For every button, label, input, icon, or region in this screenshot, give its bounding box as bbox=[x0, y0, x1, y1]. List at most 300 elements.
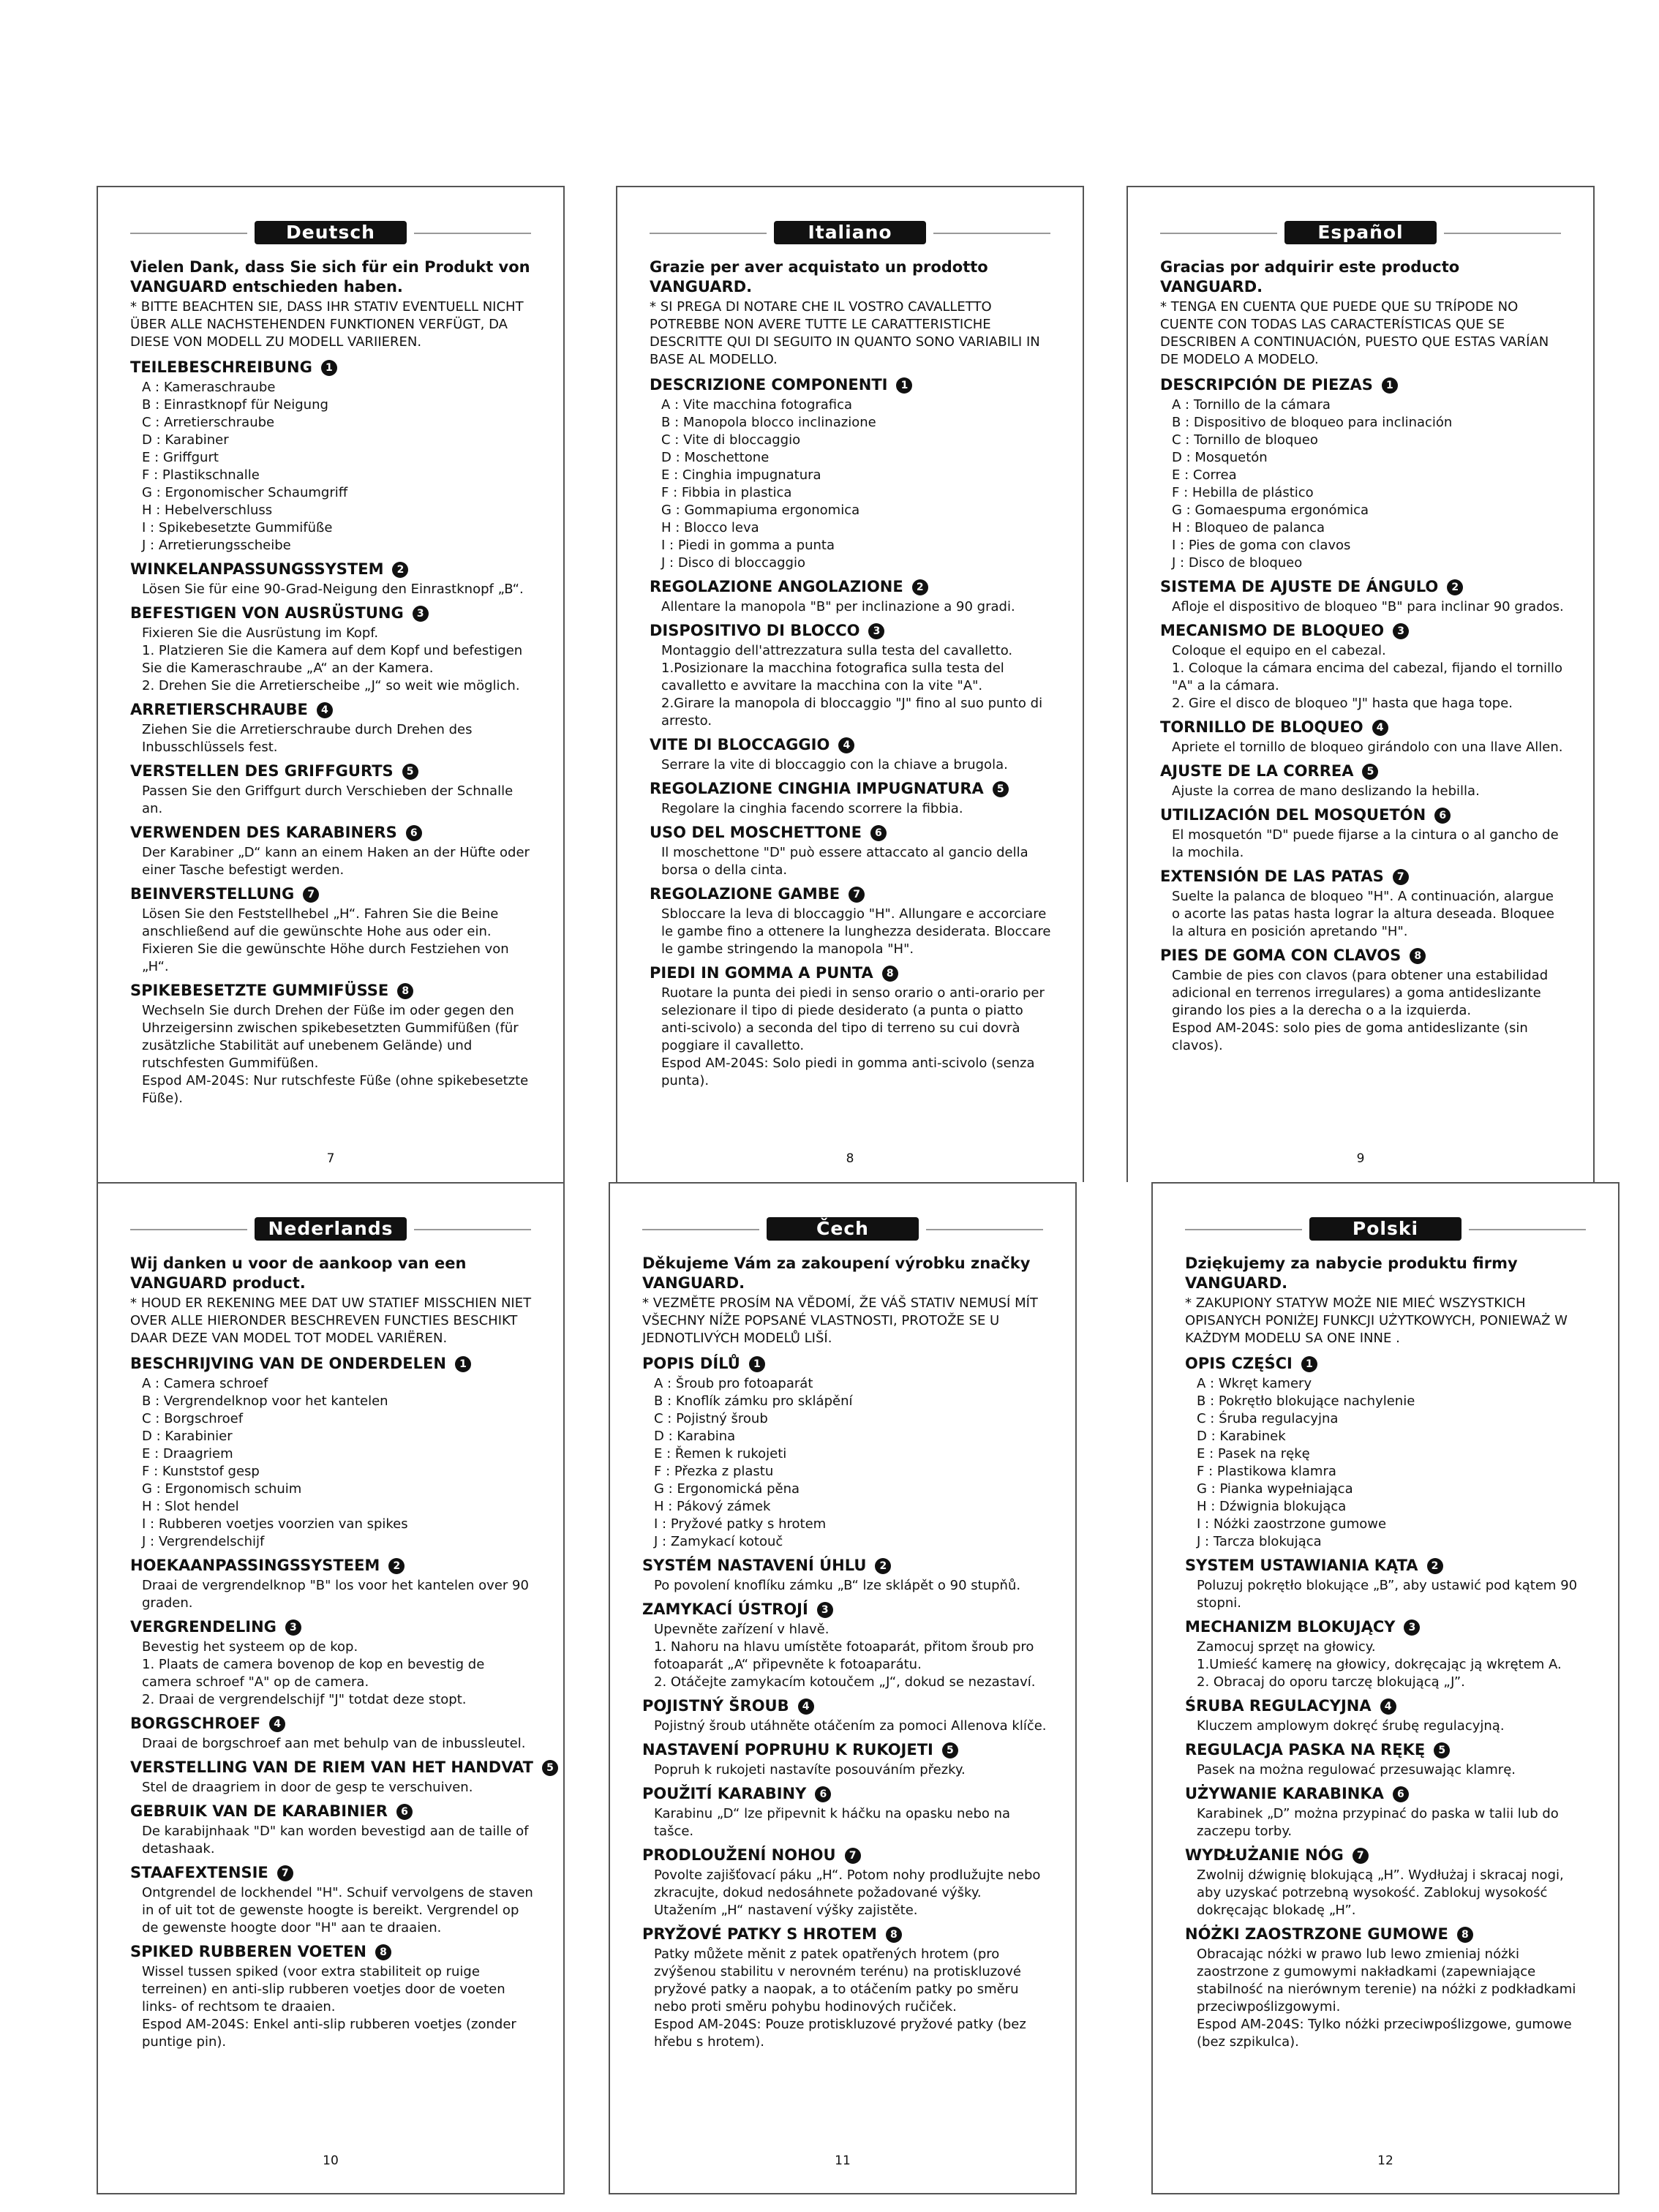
section-heading bbox=[1185, 1696, 1590, 1716]
section-body-line: 1. Nahoru na hlavu umístěte fotoaparát, přitom šroub pro fotoaparát „A“ připevněte k fotoaparátu. bbox=[654, 1639, 1034, 1672]
section-body bbox=[642, 1946, 1047, 2051]
section-body-line: Espod AM-204S: solo pies de goma antideslizante (sin clavos). bbox=[1172, 1020, 1528, 1053]
step-number-badge: 1 bbox=[455, 1356, 471, 1372]
section-body-line: 1. Coloque la cámara encima del cabezal, fijando el tornillo "A" a la cámara. bbox=[1172, 661, 1563, 693]
manual-page-1 bbox=[97, 186, 565, 1182]
section-heading bbox=[650, 963, 1055, 983]
section-body-line: Wechseln Sie durch Drehen der Füße im oder gegen den Uhrzeigersinn zwischen spikebesetzten Gummifüßen (für zusätzliche Stabilität auf unebenem Gelände) und rutschfesten Gummifüßen. bbox=[142, 1003, 519, 1071]
parts-list-item: I : Nóżki zaostrzone gumowe bbox=[1197, 1516, 1387, 1532]
section-heading bbox=[642, 1599, 1047, 1620]
section-body-line: Pojistný šroub utáhněte otáčením za pomoci Allenova klíče. bbox=[654, 1718, 1047, 1734]
section-heading bbox=[650, 734, 1055, 755]
step-number-badge: 4 bbox=[1372, 720, 1388, 736]
section-title: AJUSTE DE LA CORREA bbox=[1160, 762, 1354, 780]
parts-list-item: G : Ergonomischer Schaumgriff bbox=[142, 485, 348, 500]
section-title: HOEKAANPASSINGSSYSTEEM bbox=[130, 1557, 380, 1574]
header-rule-right bbox=[1444, 233, 1561, 234]
page-content bbox=[650, 257, 1055, 1094]
section-body bbox=[1160, 739, 1565, 756]
thank-you-text: Wij danken u voor de aankoop van een VANGUARD product. bbox=[130, 1254, 467, 1292]
section-body bbox=[1185, 1639, 1590, 1691]
section-heading bbox=[130, 822, 535, 843]
section-body bbox=[650, 642, 1055, 730]
section-body-line: Regolare la cinghia facendo scorrere la fibbia. bbox=[661, 801, 963, 816]
section-body bbox=[130, 581, 535, 598]
section-body-line: Espod AM-204S: Tylko nóżki przeciwpoślizgowe, gumowe (bez szpikulca). bbox=[1197, 2017, 1572, 2050]
section-title: REGOLAZIONE ANGOLAZIONE bbox=[650, 578, 903, 595]
section-body-line: Patky můžete měnit z patek opatřených hrotem (pro zvýšenou stabilitu v nerovném terénu) na protiskluzové pryžové patky a naopak, a to otáčením patky po směru nebo proti směru pohybu hodinových ručiček. bbox=[654, 1946, 1021, 2014]
parts-heading bbox=[642, 1353, 1047, 1374]
section-title: WYDŁUŻANIE NÓG bbox=[1185, 1846, 1344, 1864]
step-number-badge: 1 bbox=[749, 1356, 765, 1372]
section-body bbox=[130, 1779, 535, 1797]
parts-list-item: E : Draagriem bbox=[142, 1446, 233, 1462]
step-number-badge: 1 bbox=[321, 360, 337, 376]
model-note: * BITTE BEACHTEN SIE, DASS IHR STATIV EVENTUELL NICHT ÜBER ALLE NACHSTEHENDEN FUNKTIONEN VERFÜGT, DA DIESE VON MODELL ZU MODELL VARIIEREN. bbox=[130, 299, 524, 350]
section-body-line: 1. Plaats de camera bovenop de kop en bevestig de camera schroef "A" op de camera. bbox=[142, 1657, 485, 1690]
section-body bbox=[130, 1963, 535, 2051]
header-rule-left bbox=[642, 1229, 759, 1230]
step-number-badge: 7 bbox=[849, 887, 865, 903]
parts-list-item: J : Disco de bloqueo bbox=[1172, 555, 1303, 571]
step-number-badge: 2 bbox=[1427, 1558, 1443, 1574]
section-title: PIEDI IN GOMMA A PUNTA bbox=[650, 964, 873, 982]
section-body bbox=[642, 1805, 1047, 1840]
section-body-line: Popruh k rukojeti nastavíte posouváním přezky. bbox=[654, 1762, 966, 1778]
parts-list-item: B : Pokrętło blokujące nachylenie bbox=[1197, 1393, 1415, 1409]
manual-page-4 bbox=[97, 1182, 565, 2194]
step-number-badge: 8 bbox=[375, 1944, 391, 1960]
section-body-line: Montaggio dell'attrezzatura sulla testa del cavalletto. bbox=[661, 643, 1013, 658]
section-body-line: Ajuste la correa de mano deslizando la hebilla. bbox=[1172, 783, 1480, 799]
step-number-badge: 2 bbox=[912, 579, 928, 595]
section-body bbox=[650, 906, 1055, 958]
step-number-badge: 8 bbox=[1457, 1927, 1473, 1943]
section-title: BORGSCHROEF bbox=[130, 1715, 261, 1732]
section-heading bbox=[1160, 717, 1565, 737]
parts-list-item: A : Wkręt kamery bbox=[1197, 1376, 1312, 1391]
section-heading bbox=[130, 699, 535, 720]
parts-list-item: G : Pianka wypełniająca bbox=[1197, 1481, 1353, 1497]
section-body-line: El mosquetón "D" puede fijarse a la cintura o al gancho de la mochila. bbox=[1172, 827, 1559, 860]
step-number-badge: 8 bbox=[886, 1927, 902, 1943]
section-heading bbox=[642, 1924, 1047, 1944]
section-heading bbox=[130, 1617, 535, 1637]
step-number-badge: 2 bbox=[392, 562, 408, 578]
section-heading bbox=[130, 761, 535, 781]
step-number-badge: 7 bbox=[1393, 869, 1409, 885]
section-body-line: Obracając nóżki w prawo lub lewo zmieniaj nóżki zaostrzone z gumowymi nakładkami (zapewniające stabilność na nierównym terenie) na nóżki z podkładkami przeciwpoślizgowymi. bbox=[1197, 1946, 1576, 2014]
section-body-line: Upevněte zařízení v hlavě. bbox=[654, 1622, 830, 1637]
section-body-line: Apriete el tornillo de bloqueo girándolo con una llave Allen. bbox=[1172, 740, 1563, 755]
section-heading bbox=[642, 1555, 1047, 1576]
section-body bbox=[130, 783, 535, 818]
section-heading bbox=[1160, 945, 1565, 966]
header-rule-right bbox=[933, 233, 1050, 234]
section-body bbox=[130, 721, 535, 756]
section-title: VERWENDEN DES KARABINERS bbox=[130, 824, 397, 841]
section-body bbox=[650, 800, 1055, 818]
section-heading bbox=[1185, 1845, 1590, 1865]
section-heading bbox=[650, 822, 1055, 843]
section-body-line: Passen Sie den Griffgurt durch Verschieben der Schnalle an. bbox=[142, 783, 514, 816]
section-title: DISPOSITIVO DI BLOCCO bbox=[650, 622, 860, 639]
section-title: VERSTELLING VAN DE RIEM VAN HET HANDVAT bbox=[130, 1758, 533, 1776]
page-number: 12 bbox=[1377, 2153, 1393, 2168]
parts-list-item: J : Arretierungsscheibe bbox=[142, 538, 291, 553]
parts-list bbox=[1185, 1375, 1590, 1551]
section-heading bbox=[130, 559, 535, 579]
parts-list-item: G : Ergonomisch schuim bbox=[142, 1481, 302, 1497]
step-number-badge: 6 bbox=[870, 825, 887, 841]
section-body bbox=[1185, 1577, 1590, 1612]
parts-list-item: F : Hebilla de plástico bbox=[1172, 485, 1314, 500]
parts-list-item: H : Dźwignia blokująca bbox=[1197, 1499, 1347, 1514]
section-title: VITE DI BLOCCAGGIO bbox=[650, 736, 830, 753]
section-body bbox=[650, 985, 1055, 1090]
section-body-line: 1.Posizionare la macchina fotografica sulla testa del cavalletto e avvitare la macchina con la vite "A". bbox=[661, 661, 1004, 693]
section-heading bbox=[1160, 866, 1565, 887]
section-body-line: Zwolnij dźwignię blokującą „H”. Wydłużaj i skracaj nogi, aby uzyskać potrzebną wysokość. Zablokuj wysokość dokręcając blokadę „H”. bbox=[1197, 1867, 1564, 1918]
section-title: NASTAVENÍ POPRUHU K RUKOJETI bbox=[642, 1741, 933, 1758]
section-body-line: Draai de vergrendelknop "B" los voor het kantelen over 90 graden. bbox=[142, 1578, 529, 1611]
parts-list-item: I : Spikebesetzte Gummifüße bbox=[142, 520, 333, 535]
step-number-badge: 4 bbox=[798, 1698, 814, 1715]
section-title: BEINVERSTELLUNG bbox=[130, 885, 295, 903]
model-note: * HOUD ER REKENING MEE DAT UW STATIEF MISSCHIEN NIET OVER ALLE HIERONDER BESCHREVEN FUNCTIES BESCHIKT DAAR DEZE VAN MODEL TOT MODEL VARIËREN. bbox=[130, 1295, 532, 1346]
step-number-badge: 8 bbox=[882, 966, 898, 982]
section-title: VERGRENDELING bbox=[130, 1618, 276, 1636]
section-heading bbox=[130, 603, 535, 623]
parts-list-item: F : Fibbia in plastica bbox=[661, 485, 792, 500]
section-body-line: Poluzuj pokrętło blokujące „B”, aby ustawić pod kątem 90 stopni. bbox=[1197, 1578, 1578, 1611]
parts-list-item: F : Kunststof gesp bbox=[142, 1464, 260, 1479]
header-rule-right bbox=[1469, 1229, 1586, 1230]
step-number-badge: 2 bbox=[875, 1558, 891, 1574]
section-title: MECANISMO DE BLOQUEO bbox=[1160, 622, 1385, 639]
language-header bbox=[98, 1217, 563, 1242]
section-body bbox=[130, 844, 535, 879]
model-note: * VEZMĚTE PROSÍM NA VĚDOMÍ, ŽE VÁŠ STATIV NEMUSÍ MÍT VŠECHNY NÍŽE POPSANÉ VLASTNOSTI, PROTOŽE SE U JEDNOTLIVÝCH MODELŮ LIŠÍ. bbox=[642, 1295, 1038, 1346]
step-number-badge: 6 bbox=[815, 1786, 831, 1802]
parts-list-item: H : Bloqueo de palanca bbox=[1172, 520, 1325, 535]
section-body bbox=[1160, 888, 1565, 941]
parts-list-item: E : Griffgurt bbox=[142, 450, 219, 465]
section-body-line: Stel de draagriem in door de gesp te verschuiven. bbox=[142, 1780, 473, 1795]
section-title: PRODLOUŽENÍ NOHOU bbox=[642, 1846, 836, 1864]
parts-list-item: B : Einrastknopf für Neigung bbox=[142, 397, 328, 413]
parts-list-item: A : Tornillo de la cámara bbox=[1172, 397, 1331, 413]
section-body bbox=[642, 1577, 1047, 1595]
section-title: POJISTNÝ ŠROUB bbox=[642, 1697, 789, 1715]
section-body-line: Zamocuj sprzęt na głowicy. bbox=[1197, 1639, 1376, 1655]
page-content bbox=[130, 1254, 554, 2055]
section-body-line: Karabinek „D” można przypinać do paska w talii lub do zaczepu torby. bbox=[1197, 1806, 1559, 1839]
section-body-line: Karabinu „D“ lze připevnit k háčku na opasku nebo na tašce. bbox=[654, 1806, 1011, 1839]
section-body-line: Cambie de pies con clavos (para obtener una estabilidad adicional en terrenos irregulares) a goma antideslizante girando los pies a la derecha o a la izquierda. bbox=[1172, 968, 1549, 1018]
step-number-badge: 3 bbox=[817, 1602, 833, 1618]
manual-page-3 bbox=[1126, 186, 1595, 1182]
step-number-badge: 7 bbox=[845, 1848, 861, 1864]
section-body bbox=[1160, 642, 1565, 712]
step-number-badge: 3 bbox=[868, 623, 884, 639]
section-body-line: Fixieren Sie die Ausrüstung im Kopf. bbox=[142, 625, 379, 641]
section-body-line: De karabijnhaak "D" kan worden bevestigd aan de taille of detashaak. bbox=[142, 1824, 529, 1856]
parts-heading-title: BESCHRIJVING VAN DE ONDERDELEN bbox=[130, 1355, 446, 1372]
section-title: SYSTEM USTAWIANIA KĄTA bbox=[1185, 1557, 1418, 1574]
step-number-badge: 3 bbox=[285, 1620, 301, 1636]
section-body bbox=[130, 1577, 535, 1612]
step-number-badge: 6 bbox=[396, 1804, 413, 1820]
parts-list-item: J : Tarcza blokująca bbox=[1197, 1534, 1322, 1549]
section-title: ŚRUBA REGULACYJNA bbox=[1185, 1697, 1372, 1715]
page-number: 8 bbox=[846, 1151, 854, 1166]
step-number-badge: 6 bbox=[406, 825, 422, 841]
header-rule-left bbox=[130, 1229, 247, 1230]
section-heading bbox=[130, 1862, 535, 1883]
parts-list-item: C : Pojistný šroub bbox=[654, 1411, 768, 1426]
section-body-line: 2. Otáčejte zamykacím kotoučem „J“, dokud se nezastaví. bbox=[654, 1674, 1036, 1690]
section-title: STAAFEXTENSIE bbox=[130, 1864, 268, 1881]
step-number-badge: 2 bbox=[388, 1558, 405, 1574]
parts-list-item: C : Borgschroef bbox=[142, 1411, 244, 1426]
section-body-line: Suelte la palanca de bloqueo "H". A continuación, alargue o acorte las patas hasta lograr la altura deseada. Bloquee la altura en posición apretando "H". bbox=[1172, 889, 1554, 939]
parts-list-item: I : Piedi in gomma a punta bbox=[661, 538, 835, 553]
parts-list-item: H : Pákový zámek bbox=[654, 1499, 771, 1514]
parts-list-item: E : Cinghia impugnatura bbox=[661, 467, 821, 483]
section-title: REGOLAZIONE CINGHIA IMPUGNATURA bbox=[650, 780, 984, 797]
section-body-line: Ruotare la punta dei piedi in senso orario o anti-orario per selezionare il tipo di piede desiderato (a punta o piatto anti-scivolo) a seconda del tipo di terreno su cui dovrà poggiare il cavalletto. bbox=[661, 985, 1045, 1053]
section-body bbox=[642, 1867, 1047, 1919]
parts-heading bbox=[1185, 1353, 1590, 1374]
section-body-line: Allentare la manopola "B" per inclinazione a 90 gradi. bbox=[661, 599, 1015, 614]
parts-list-item: D : Karabiner bbox=[142, 432, 229, 448]
section-body-line: Serrare la vite di bloccaggio con la chiave a brugola. bbox=[661, 757, 1008, 772]
parts-list bbox=[1160, 396, 1565, 572]
section-title: SISTEMA DE AJUSTE DE ÁNGULO bbox=[1160, 578, 1439, 595]
section-body bbox=[650, 844, 1055, 879]
parts-list-item: H : Hebelverschluss bbox=[142, 503, 273, 518]
thank-you-text: Děkujeme Vám za zakoupení výrobku značky VANGUARD. bbox=[642, 1254, 1031, 1292]
section-body-line: Wissel tussen spiked (voor extra stabiliteit op ruige terreinen) en anti-slip rubberen voetjes door de voeten links- of rechtsom te draaien. bbox=[142, 1964, 505, 2014]
section-heading bbox=[1185, 1555, 1590, 1576]
step-number-badge: 4 bbox=[838, 737, 854, 753]
step-number-badge: 8 bbox=[397, 983, 413, 999]
section-title: POUŽITÍ KARABINY bbox=[642, 1785, 807, 1802]
parts-list-item: F : Přezka z plastu bbox=[654, 1464, 774, 1479]
section-heading bbox=[130, 1801, 535, 1821]
section-heading bbox=[1160, 620, 1565, 641]
section-heading bbox=[650, 884, 1055, 904]
parts-list-item: D : Karabinier bbox=[142, 1429, 233, 1444]
section-title: SPIKEBESETZTE GUMMIFÜSSE bbox=[130, 982, 389, 999]
section-title: PIES DE GOMA CON CLAVOS bbox=[1160, 947, 1402, 964]
parts-list-item: J : Disco di bloccaggio bbox=[661, 555, 805, 571]
section-body-line: Afloje el dispositivo de bloqueo "B" para inclinar 90 grados. bbox=[1172, 599, 1564, 614]
section-title: SPIKED RUBBEREN VOETEN bbox=[130, 1943, 366, 1960]
header-rule-left bbox=[1185, 1229, 1302, 1230]
header-rule-left bbox=[1160, 233, 1277, 234]
section-heading bbox=[130, 1555, 535, 1576]
parts-list bbox=[130, 1375, 535, 1551]
parts-list bbox=[650, 396, 1055, 572]
step-number-badge: 5 bbox=[402, 764, 418, 780]
parts-list-item: F : Plastikschnalle bbox=[142, 467, 260, 483]
section-heading bbox=[1160, 761, 1565, 781]
section-body bbox=[642, 1761, 1047, 1779]
parts-list-item: F : Plastikowa klamra bbox=[1197, 1464, 1336, 1479]
section-title: SYSTÉM NASTAVENÍ ÚHLU bbox=[642, 1557, 867, 1574]
section-heading bbox=[130, 980, 535, 1001]
section-heading bbox=[650, 778, 1055, 799]
parts-list-item: E : Řemen k rukojeti bbox=[654, 1446, 787, 1462]
section-body bbox=[642, 1621, 1047, 1691]
section-body bbox=[1185, 1867, 1590, 1919]
section-title: GEBRUIK VAN DE KARABINIER bbox=[130, 1802, 388, 1820]
step-number-badge: 5 bbox=[942, 1742, 958, 1758]
step-number-badge: 7 bbox=[277, 1865, 293, 1881]
step-number-badge: 1 bbox=[1382, 377, 1398, 394]
parts-list-item: A : Vite macchina fotografica bbox=[661, 397, 853, 413]
parts-list-item: J : Vergrendelschijf bbox=[142, 1534, 265, 1549]
section-body bbox=[650, 598, 1055, 616]
section-title: EXTENSIÓN DE LAS PATAS bbox=[1160, 868, 1384, 885]
parts-heading bbox=[1160, 375, 1565, 395]
section-body-line: 2. Draai de vergrendelschijf "J" totdat deze stopt. bbox=[142, 1692, 467, 1707]
language-header bbox=[610, 1217, 1075, 1242]
section-body bbox=[1160, 827, 1565, 862]
thank-you-text: Grazie per aver acquistato un prodotto VANGUARD. bbox=[650, 258, 988, 296]
section-heading bbox=[1185, 1617, 1590, 1637]
section-heading bbox=[642, 1783, 1047, 1804]
section-body bbox=[642, 1718, 1047, 1735]
section-body-line: Lösen Sie den Feststellhebel „H“. Fahren Sie die Beine anschließend auf die gewünschte Hohe aus oder ein. Fixieren Sie die gewünschte Höhe durch Festziehen von „H“. bbox=[142, 906, 509, 974]
section-body-line: Espod AM-204S: Nur rutschfeste Füße (ohne spikebesetzte Füße). bbox=[142, 1073, 529, 1106]
model-note: * ZAKUPIONY STATYW MOŻE NIE MIEĆ WSZYSTKICH OPISANYCH PONIŻEJ FUNKCJI UŻYTKOWYCH, PONIEWAŻ W KAŻDYM MODELU SA ONE INNE . bbox=[1185, 1295, 1568, 1346]
section-title: MECHANIZM BLOKUJĄCY bbox=[1185, 1618, 1396, 1636]
page-content bbox=[130, 257, 535, 1112]
language-badge: Čech bbox=[767, 1217, 919, 1241]
section-title: PRYŽOVÉ PATKY S HROTEM bbox=[642, 1925, 877, 1943]
parts-list-item: C : Vite di bloccaggio bbox=[661, 432, 801, 448]
section-body bbox=[130, 1884, 535, 1937]
section-body-line: Lösen Sie für eine 90-Grad-Neigung den Einrastknopf „B“. bbox=[142, 582, 524, 597]
section-body-line: Il moschettone "D" può essere attaccato al gancio della borsa o della cinta. bbox=[661, 845, 1028, 878]
thank-you-text: Dziękujemy za nabycie produktu firmy VANGUARD. bbox=[1185, 1254, 1518, 1292]
parts-list-item: I : Pies de goma con clavos bbox=[1172, 538, 1351, 553]
parts-list-item: C : Arretierschraube bbox=[142, 415, 275, 430]
section-body-line: Espod AM-204S: Solo piedi in gomma anti-scivolo (senza punta). bbox=[661, 1056, 1035, 1088]
model-note: * TENGA EN CUENTA QUE PUEDE QUE SU TRÍPODE NO CUENTE CON TODAS LAS CARACTERÍSTICAS QUE SE DESCRIBEN A CONTINUACIÓN, PUESTO QUE ESTAS VARÍAN DE MODELO A MODELO. bbox=[1160, 299, 1549, 367]
section-body bbox=[1185, 1761, 1590, 1779]
section-title: VERSTELLEN DES GRIFFGURTS bbox=[130, 762, 394, 780]
section-body-line: 2. Obracaj do oporu tarczę blokującą „J”. bbox=[1197, 1674, 1465, 1690]
parts-list-item: I : Pryžové patky s hrotem bbox=[654, 1516, 827, 1532]
parts-list-item: B : Knoflík zámku pro sklápění bbox=[654, 1393, 853, 1409]
parts-list-item: D : Mosquetón bbox=[1172, 450, 1268, 465]
manual-page-5 bbox=[609, 1182, 1077, 2194]
manual-page-2 bbox=[616, 186, 1084, 1182]
parts-list-item: A : Šroub pro fotoaparát bbox=[654, 1376, 813, 1391]
language-header bbox=[1128, 221, 1593, 246]
section-body bbox=[130, 1823, 535, 1858]
parts-list-item: A : Kameraschraube bbox=[142, 380, 276, 395]
language-badge: Nederlands bbox=[255, 1217, 407, 1241]
step-number-badge: 7 bbox=[303, 887, 319, 903]
section-body-line: Der Karabiner „D“ kann an einem Haken an der Hüfte oder einer Tasche befestigt werden. bbox=[142, 845, 530, 878]
step-number-badge: 4 bbox=[317, 702, 333, 718]
section-body-line: 2.Girare la manopola di bloccaggio "J" fino al suo punto di arresto. bbox=[661, 696, 1043, 729]
language-badge: Italiano bbox=[774, 221, 926, 244]
step-number-badge: 4 bbox=[269, 1716, 285, 1732]
step-number-badge: 5 bbox=[993, 781, 1009, 797]
step-number-badge: 2 bbox=[1447, 579, 1463, 595]
parts-list-item: G : Ergonomická pěna bbox=[654, 1481, 800, 1497]
section-body-line: Bevestig het systeem op de kop. bbox=[142, 1639, 358, 1655]
section-heading bbox=[1185, 1783, 1590, 1804]
parts-heading bbox=[650, 375, 1055, 395]
section-body-line: Povolte zajišťovací páku „H“. Potom nohy prodlužujte nebo zkracujte, dokud nedosáhnete požadované výšky. Utažením „H“ nastavení výšky zajistěte. bbox=[654, 1867, 1041, 1918]
parts-list-item: G : Gommapiuma ergonomica bbox=[661, 503, 860, 518]
parts-list-item: B : Dispositivo de bloqueo para inclinación bbox=[1172, 415, 1453, 430]
section-body bbox=[1185, 1718, 1590, 1735]
header-rule-right bbox=[926, 1229, 1043, 1230]
language-badge: Polski bbox=[1309, 1217, 1462, 1241]
section-heading bbox=[642, 1845, 1047, 1865]
section-body-line: 2. Gire el disco de bloqueo "J" hasta que haga tope. bbox=[1172, 696, 1513, 711]
thank-you-text: Vielen Dank, dass Sie sich für ein Produkt von VANGUARD entschieden haben. bbox=[130, 258, 530, 296]
step-number-badge: 6 bbox=[1434, 808, 1451, 824]
model-note: * SI PREGA DI NOTARE CHE IL VOSTRO CAVALLETTO POTREBBE NON AVERE TUTTE LE CARATTERISTICHE DESCRITTE QUI DI SEGUITO IN QUANTO SONO VARIABILI IN BASE AL MODELLO. bbox=[650, 299, 1040, 367]
section-body-line: 1. Platzieren Sie die Kamera auf dem Kopf und befestigen Sie die Kameraschraube „A“ an der Kamera. bbox=[142, 643, 523, 676]
section-body bbox=[130, 1639, 535, 1709]
section-title: UTILIZACIÓN DEL MOSQUETÓN bbox=[1160, 806, 1426, 824]
section-body-line: Po povolení knoflíku zámku „B“ lze sklápět o 90 stupňů. bbox=[654, 1578, 1021, 1593]
page-number: 10 bbox=[323, 2153, 339, 2168]
page-number: 7 bbox=[326, 1151, 335, 1166]
step-number-badge: 4 bbox=[1380, 1698, 1396, 1715]
parts-list-item: B : Vergrendelknop voor het kantelen bbox=[142, 1393, 388, 1409]
header-rule-left bbox=[650, 233, 767, 234]
header-rule-left bbox=[130, 233, 247, 234]
section-heading bbox=[642, 1696, 1047, 1716]
parts-list-item: H : Slot hendel bbox=[142, 1499, 239, 1514]
thank-you-text: Gracias por adquirir este producto VANGUARD. bbox=[1160, 258, 1460, 296]
section-body-line: 2. Drehen Sie die Arretierscheibe „J“ so weit wie möglich. bbox=[142, 678, 520, 693]
section-body-line: Coloque el equipo en el cabezal. bbox=[1172, 643, 1386, 658]
section-body bbox=[1185, 1805, 1590, 1840]
step-number-badge: 1 bbox=[1301, 1356, 1317, 1372]
parts-heading-title: OPIS CZĘŚCI bbox=[1185, 1355, 1293, 1372]
language-badge: Deutsch bbox=[255, 221, 407, 244]
language-header bbox=[1153, 1217, 1618, 1242]
parts-list bbox=[130, 379, 535, 554]
step-number-badge: 6 bbox=[1393, 1786, 1409, 1802]
parts-heading bbox=[130, 1353, 535, 1374]
section-title: TORNILLO DE BLOQUEO bbox=[1160, 718, 1363, 736]
section-body-line: Sbloccare la leva di bloccaggio "H". Allungare e accorciare le gambe fino a ottenere la lunghezza desiderata. Bloccare le gambe stringendo la manopola "H". bbox=[661, 906, 1051, 957]
section-body bbox=[130, 1735, 535, 1753]
step-number-badge: 5 bbox=[542, 1760, 558, 1776]
parts-list-item: E : Correa bbox=[1172, 467, 1237, 483]
step-number-badge: 5 bbox=[1362, 764, 1378, 780]
section-title: REGOLAZIONE GAMBE bbox=[650, 885, 840, 903]
section-body-line: 1.Umieść kamerę na głowicy, dokręcając ją wkrętem A. bbox=[1197, 1657, 1562, 1672]
section-heading bbox=[130, 1941, 535, 1962]
section-heading bbox=[130, 884, 535, 904]
section-title: REGULACJA PASKA NA RĘKĘ bbox=[1185, 1741, 1426, 1758]
page-number: 11 bbox=[835, 2153, 851, 2168]
